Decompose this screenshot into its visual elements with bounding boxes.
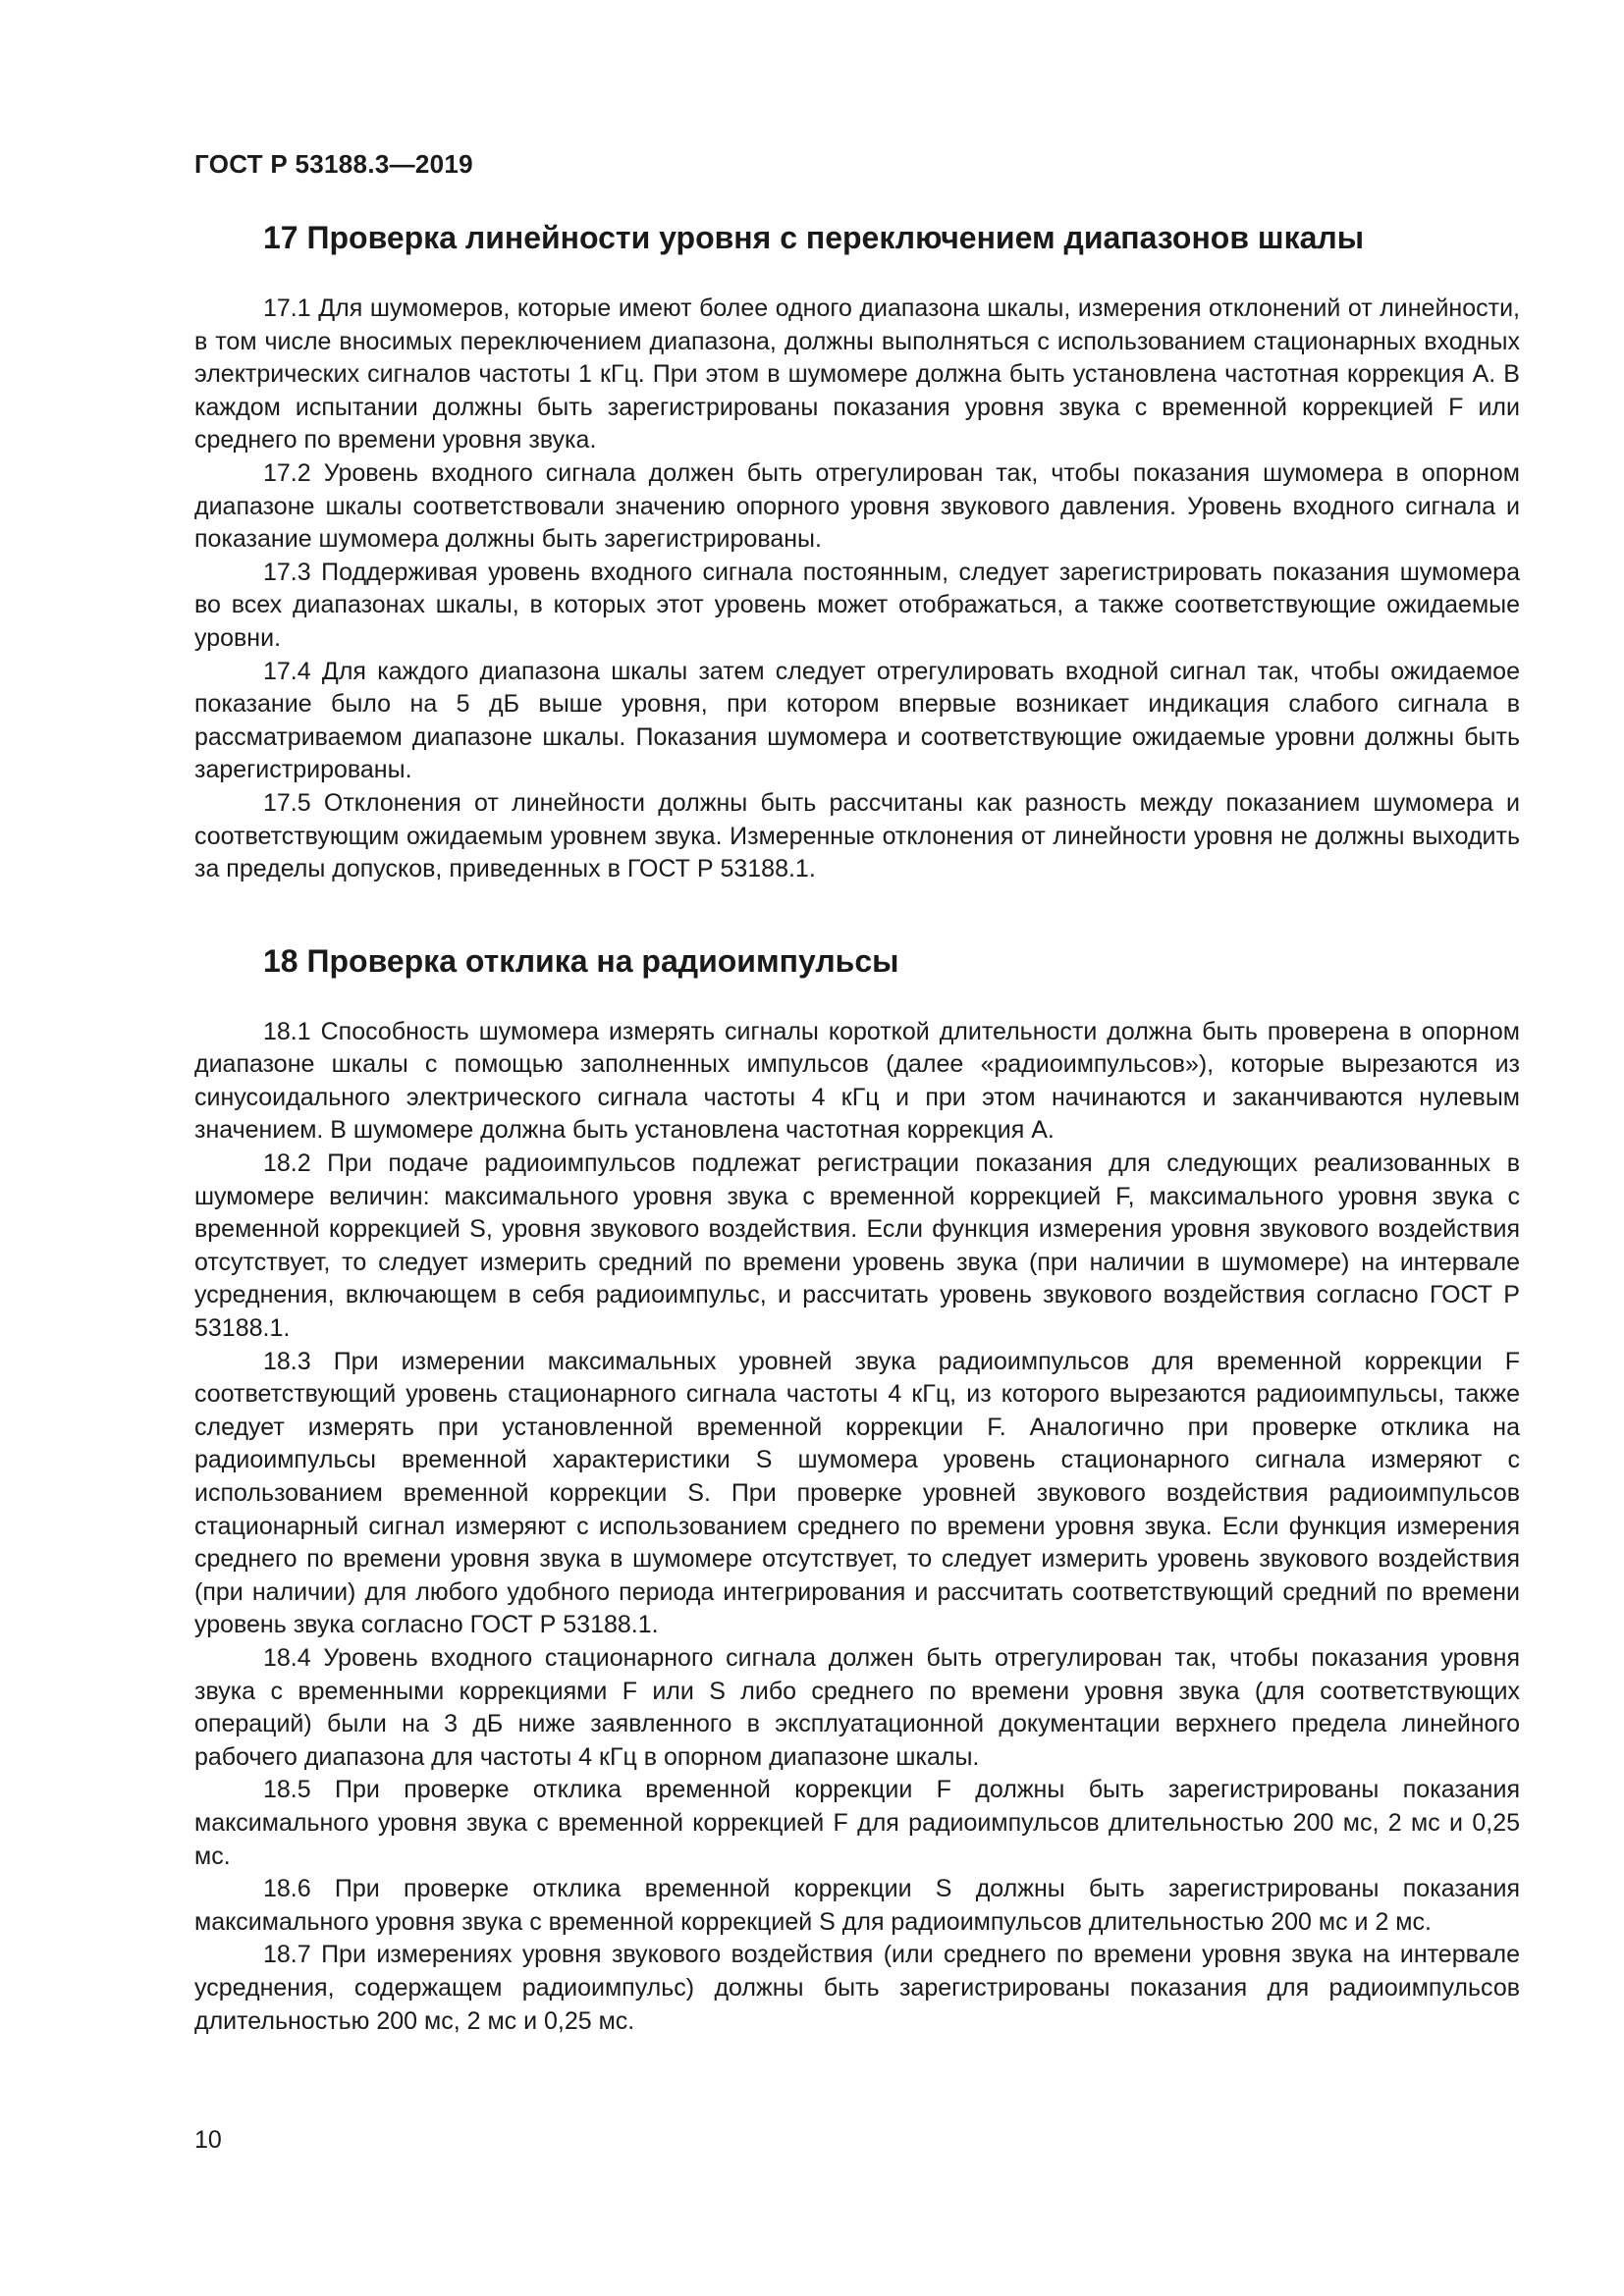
page-content	[194, 216, 1520, 2038]
paragraph-17-1: 17.1 Для шумомеров, которые имеют более одного диапазона шкалы, измерения отклонений от линейности, в том числе вносимых переключением диапазона, должны выполняться с использованием стационарных входных электрических сигналов частоты 1 кГц. При этом в шумомере должна быть установлена частотная коррекция А. В каждом испытании должны быть зарегистрированы показания уровня звука с временной коррекцией F или среднего по времени уровня звука.	[194, 294, 1520, 454]
paragraph-18-1: 18.1 Способность шумомера измерять сигналы короткой длительности должна быть проверена в опорном диапазоне шкалы с помощью заполненных импульсов (далее «радиоимпульсов»), которые вырезаются из синусоидального электрического сигнала частоты 4 кГц и при этом начинаются и заканчиваются нулевым значением. В шумомере должна быть установлена частотная коррекция А.	[194, 1017, 1520, 1145]
paragraph-18-6: 18.6 При проверке отклика временной коррекции S должны быть зарегистрированы показания максимального уровня звука с временной коррекцией S для радиоимпульсов длительностью 200 мс и 2 мс.	[194, 1875, 1520, 1936]
paragraph-18-2: 18.2 При подаче радиоимпульсов подлежат регистрации показания для следующих реализованных в шумомере величин: максимального уровня звука с временной коррекцией F, максимального уровня звука с временной коррекцией S, уровня звукового воздействия. Если функция измерения уровня звукового воздействия отсутствует, то следует измерить средний по времени уровень звука (при наличии в шумомере) на интервале усреднения, включающем в себя радиоимпульс, и рассчитать уровень звукового воздействия согласно ГОСТ Р 53188.1.	[194, 1149, 1520, 1343]
section-17-title: 17 Проверка линейности уровня с переключением диапазонов шкалы	[263, 220, 1365, 255]
paragraph-18-5: 18.5 При проверке отклика временной коррекции F должны быть зарегистрированы показания максимального уровня звука с временной коррекцией F для радиоимпульсов длительностью 200 мс, 2 мс и 0,25 мс.	[194, 1776, 1520, 1870]
paragraph-18-4: 18.4 Уровень входного стационарного сигнала должен быть отрегулирован так, чтобы показания уровня звука с временными коррекциями F или S либо среднего по времени уровня звука (для соответствующих операций) были на 3 дБ ниже заявленного в эксплуатационной документации верхнего предела линейного рабочего диапазона для частоты 4 кГц в опорном диапазоне шкалы.	[194, 1643, 1520, 1771]
paragraph-17-5: 17.5 Отклонения от линейности должны быть рассчитаны как разность между показанием шумомера и соответствующим ожидаемым уровнем звука. Измеренные отклонения от линейности уровня не должны выходить за пределы допусков, приведенных в ГОСТ Р 53188.1.	[194, 788, 1520, 883]
section-18-title: 18 Проверка отклика на радиоимпульсы	[263, 942, 899, 979]
paragraph-17-2: 17.2 Уровень входного сигнала должен быть отрегулирован так, чтобы показания шумомера в опорном диапазоне шкалы соответствовали значению опорного уровня звукового давления. Уровень входного сигнала и показание шумомера должны быть зарегистрированы.	[194, 458, 1520, 554]
paragraph-17-3: 17.3 Поддерживая уровень входного сигнала постоянным, следует зарегистрировать показания шумомера во всех диапазонах шкалы, в которых этот уровень может отображаться, а также соответствующие ожидаемые уровни.	[194, 558, 1520, 652]
paragraph-18-3: 18.3 При измерении максимальных уровней звука радиоимпульсов для временной коррекции F соответствующий уровень стационарного сигнала частоты 4 кГц, из которого вырезаются радиоимпульсы, также следует измерять при установленной временной коррекции F. Аналогично при проверке отклика на радиоимпульсы временной характеристики S шумомера уровень стационарного сигнала измеряют с использованием временной коррекции S. При проверке уровней звукового воздействия радиоимпульсов стационарный сигнал измеряют с использованием среднего по времени уровня звука. Если функция измерения среднего по времени уровня звука в шумомере отсутствует, то следует измерить уровень звукового воздействия (при наличии) для любого удобного периода интегрирования и рассчитать соответствующий средний по времени уровень звука согласно ГОСТ Р 53188.1.	[194, 1347, 1520, 1639]
paragraph-18-7: 18.7 При измерениях уровня звукового воздействия (или среднего по времени уровня звука на интервале усреднения, содержащем радиоимпульс) должны быть зарегистрированы показания для радиоимпульсов длительностью 200 мс, 2 мс и 0,25 мс.	[194, 1941, 1520, 2035]
section-18	[194, 939, 1520, 2038]
page-number: 10	[194, 2126, 222, 2154]
section-17	[194, 216, 1520, 886]
paragraph-17-4: 17.4 Для каждого диапазона шкалы затем следует отрегулировать входной сигнал так, чтобы ожидаемое показание было на 5 дБ выше уровня, при котором впервые возникает индикация слабого сигнала в рассматриваемом диапазоне шкалы. Показания шумомера и соответствующие ожидаемые уровни должны быть зарегистрированы.	[194, 657, 1520, 784]
document-id-header: ГОСТ Р 53188.3—2019	[194, 149, 473, 179]
